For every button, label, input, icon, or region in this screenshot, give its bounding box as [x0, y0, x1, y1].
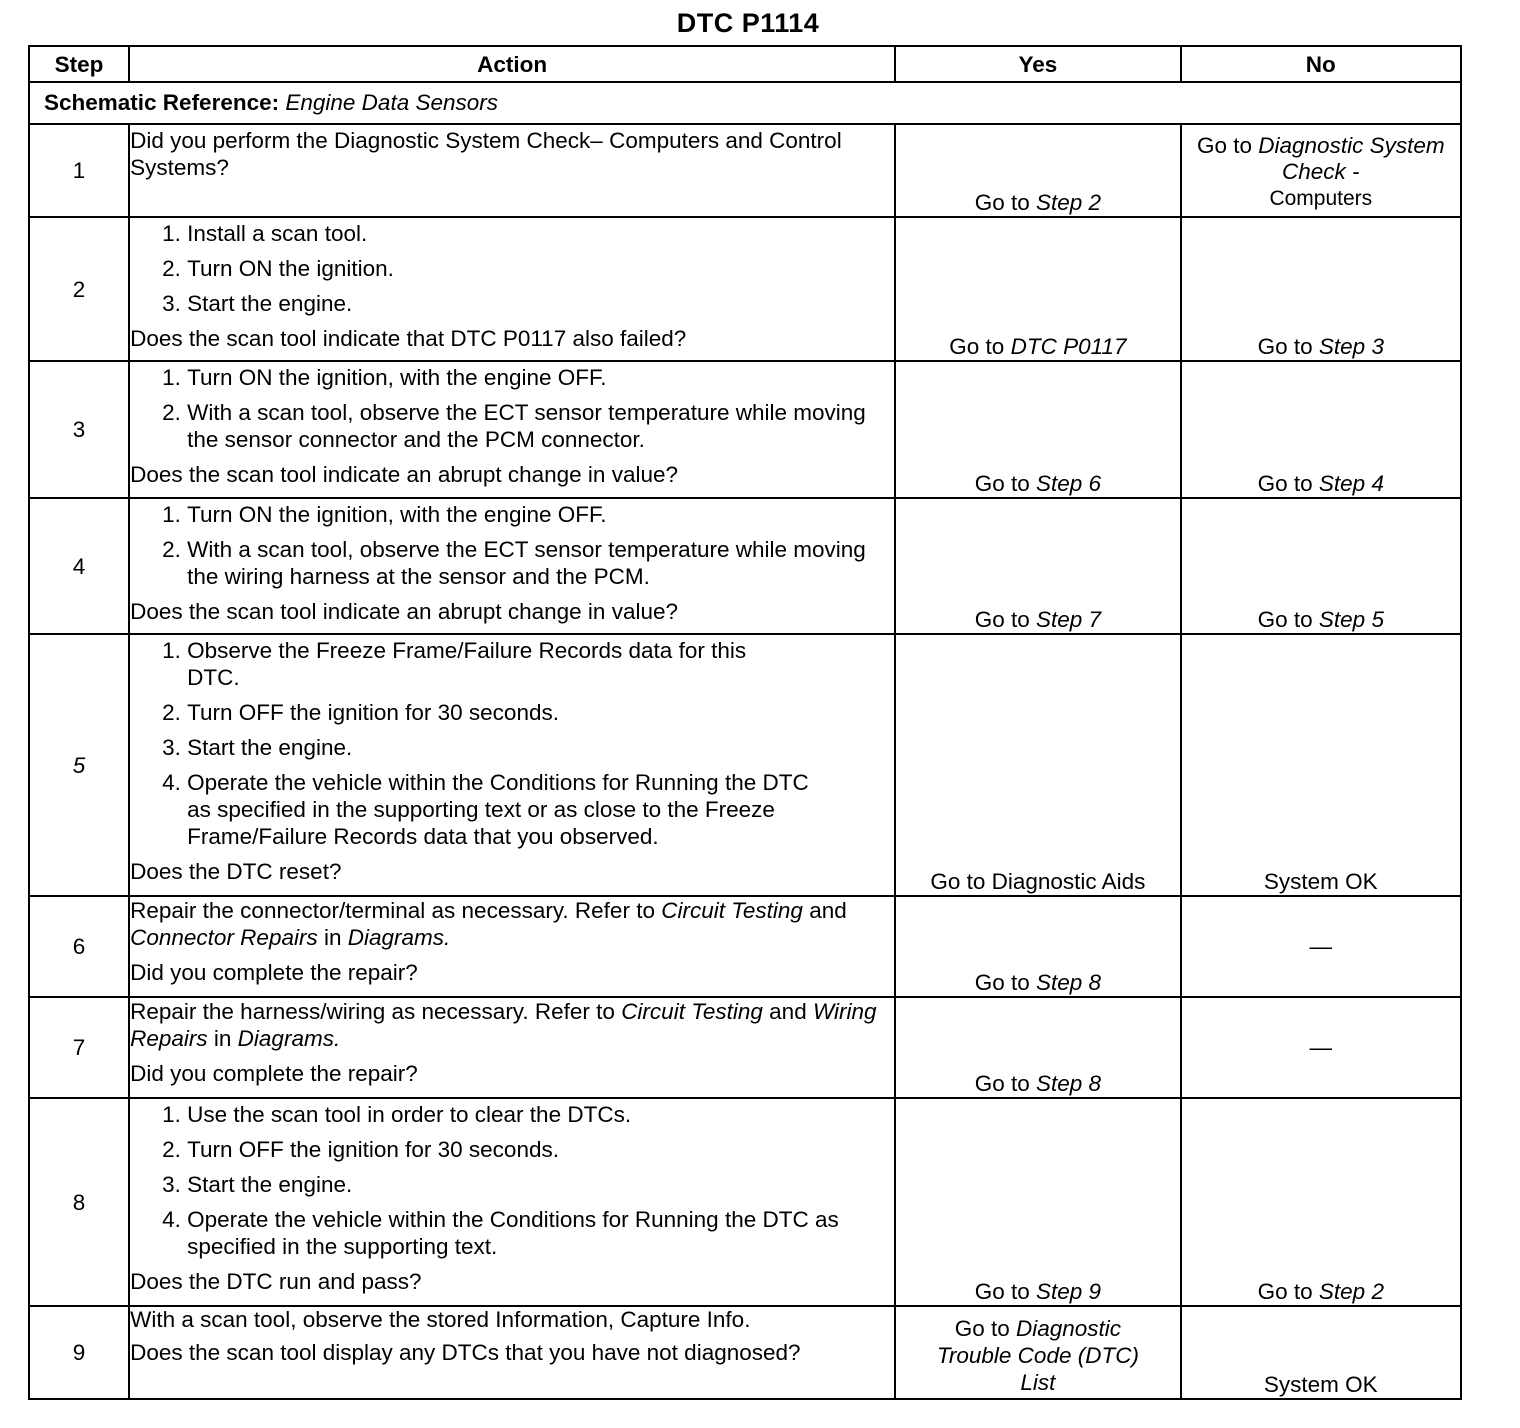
- yes-cell: [895, 1098, 1180, 1306]
- step-number: 5: [29, 634, 129, 896]
- no-cell: [1181, 361, 1461, 498]
- action-question: Does the scan tool display any DTCs that you have not diagnosed?: [130, 1340, 801, 1365]
- yes-cell: [895, 634, 1180, 896]
- no-suffix: Computers: [1269, 187, 1373, 210]
- table-row: [29, 634, 1461, 896]
- action-step: 3. Start the engine.: [187, 290, 894, 317]
- reference-link[interactable]: Circuit Testing: [661, 898, 803, 923]
- action-cell: [129, 997, 895, 1098]
- step-number: 8: [29, 1098, 129, 1306]
- no-cell: [1181, 124, 1461, 217]
- yes-cell: [895, 361, 1180, 498]
- action-question: Did you complete the repair?: [130, 1061, 418, 1086]
- reference-link[interactable]: Diagrams.: [237, 1026, 341, 1051]
- header-row: [29, 46, 1461, 82]
- reference-link[interactable]: Circuit Testing: [621, 999, 763, 1024]
- schematic-label: Schematic Reference:: [44, 90, 280, 115]
- yes-cell: [895, 124, 1180, 217]
- action-text: Did you perform the Diagnostic System Check– Computers and Control Systems?: [130, 128, 842, 180]
- no-cell: [1181, 217, 1461, 361]
- yes-link[interactable]: Step 8: [1036, 1071, 1102, 1096]
- yes-cell: [895, 997, 1180, 1098]
- action-question: Does the scan tool indicate an abrupt change in value?: [130, 599, 679, 624]
- action-steps: [130, 220, 894, 317]
- action-step: 3. Start the engine.: [187, 1171, 874, 1198]
- action-cell: [129, 896, 895, 997]
- action-steps: [130, 364, 894, 453]
- action-question: Did you complete the repair?: [130, 960, 418, 985]
- yes-link[interactable]: Step 2: [1036, 190, 1102, 215]
- yes-cell: [895, 217, 1180, 361]
- yes-prefix: Go to: [949, 334, 1011, 359]
- action-question: Does the DTC run and pass?: [130, 1269, 422, 1294]
- header-no: No: [1181, 46, 1461, 82]
- action-step: 1. Turn ON the ignition, with the engine OFF.: [187, 364, 894, 391]
- no-prefix: Go to: [1196, 133, 1259, 158]
- action-text: With a scan tool, observe the stored Information, Capture Info.: [130, 1307, 751, 1332]
- yes-prefix: Go to: [974, 1071, 1036, 1096]
- action-step: 2. Turn ON the ignition.: [187, 255, 894, 282]
- action-step: 1. Turn ON the ignition, with the engine OFF.: [187, 501, 894, 528]
- action-cell: [129, 124, 895, 217]
- reference-link[interactable]: Wiring Repairs: [130, 999, 877, 1051]
- no-dash: —: [1309, 934, 1333, 959]
- no-prefix: Go to: [1257, 334, 1319, 359]
- action-cell: [129, 1306, 895, 1399]
- no-link[interactable]: Diagnostic System Check -: [1258, 133, 1445, 184]
- yes-link[interactable]: Step 9: [1036, 1279, 1102, 1304]
- table-row: [29, 217, 1461, 361]
- action-text-part: and: [802, 898, 847, 923]
- table-row: [29, 997, 1461, 1098]
- table-row: [29, 1098, 1461, 1306]
- action-text-part: Repair the connector/terminal as necessary. Refer to: [130, 898, 662, 923]
- yes-prefix: Go to: [974, 190, 1036, 215]
- step-number: 4: [29, 498, 129, 634]
- action-text-part: in: [207, 1026, 238, 1051]
- action-step: 2. Turn OFF the ignition for 30 seconds.: [187, 1136, 874, 1163]
- yes-cell: [895, 498, 1180, 634]
- table-row: [29, 498, 1461, 634]
- no-result: System OK: [1263, 1372, 1378, 1397]
- action-cell: [129, 634, 895, 896]
- no-link[interactable]: Step 4: [1318, 471, 1384, 496]
- no-dash: —: [1309, 1035, 1333, 1060]
- yes-link[interactable]: Step 6: [1036, 471, 1102, 496]
- step-number: 7: [29, 997, 129, 1098]
- yes-prefix: Go to: [974, 1279, 1036, 1304]
- no-cell: [1181, 997, 1461, 1098]
- no-cell: [1181, 1306, 1461, 1399]
- no-result: System OK: [1263, 869, 1378, 894]
- header-action: Action: [129, 46, 895, 82]
- no-cell: [1181, 498, 1461, 634]
- header-yes: Yes: [895, 46, 1180, 82]
- reference-link[interactable]: Connector Repairs: [130, 925, 318, 950]
- action-text: [130, 998, 894, 1052]
- action-cell: [129, 361, 895, 498]
- table-row: [29, 124, 1461, 217]
- action-step: 2. With a scan tool, observe the ECT sensor temperature while moving the sensor connector and the PCM connector.: [187, 399, 894, 453]
- action-text-part: and: [762, 999, 813, 1024]
- yes-link[interactable]: Step 8: [1036, 970, 1102, 995]
- step-number: 2: [29, 217, 129, 361]
- yes-link[interactable]: DTC P0117: [1010, 334, 1127, 359]
- no-prefix: Go to: [1257, 471, 1319, 496]
- action-text-part: in: [317, 925, 348, 950]
- no-cell: [1181, 634, 1461, 896]
- no-cell: [1181, 896, 1461, 997]
- step-number: 6: [29, 896, 129, 997]
- table-row: [29, 1306, 1461, 1399]
- no-cell: [1181, 1098, 1461, 1306]
- yes-prefix: Go to: [974, 970, 1036, 995]
- dtc-table: [28, 45, 1462, 1400]
- action-step: 1. Observe the Freeze Frame/Failure Records data for this DTC.: [187, 637, 834, 691]
- header-step: Step: [29, 46, 129, 82]
- no-prefix: Go to: [1257, 1279, 1319, 1304]
- yes-cell: [895, 896, 1180, 997]
- yes-link[interactable]: Step 7: [1036, 607, 1102, 632]
- page-title: DTC P1114: [676, 8, 820, 38]
- step-number: 9: [29, 1306, 129, 1399]
- action-steps: [130, 501, 894, 590]
- action-cell: [129, 1098, 895, 1306]
- yes-prefix: Go to: [974, 607, 1036, 632]
- schematic-value: Engine Data Sensors: [285, 90, 499, 115]
- no-link[interactable]: Step 3: [1318, 334, 1384, 359]
- yes-link[interactable]: Go to Diagnostic Aids: [930, 869, 1146, 894]
- reference-link[interactable]: Diagrams.: [347, 925, 451, 950]
- action-step: 3. Start the engine.: [187, 734, 834, 761]
- no-link[interactable]: Step 2: [1318, 1279, 1384, 1304]
- action-cell: [129, 217, 895, 361]
- action-step: 2. With a scan tool, observe the ECT sensor temperature while moving the wiring harness at the sensor and the PCM.: [187, 536, 894, 590]
- table-row: [29, 896, 1461, 997]
- schematic-row: [29, 82, 1461, 124]
- schematic-reference: [29, 82, 1461, 124]
- step-number: 1: [29, 124, 129, 217]
- action-steps: [130, 1101, 894, 1260]
- step-number: 3: [29, 361, 129, 498]
- yes-link[interactable]: Diagnostic Trouble Code (DTC) List: [936, 1316, 1139, 1395]
- action-question: Does the DTC reset?: [130, 859, 342, 884]
- yes-prefix: Go to: [974, 471, 1036, 496]
- action-step: 2. Turn OFF the ignition for 30 seconds.: [187, 699, 834, 726]
- action-step: 4. Operate the vehicle within the Conditions for Running the DTC as specified in the supporting text or as close to the Freeze Frame/Failure Records data that you observed.: [187, 769, 834, 850]
- table-row: [29, 361, 1461, 498]
- action-step: 1. Install a scan tool.: [187, 220, 894, 247]
- action-question: Does the scan tool indicate that DTC P0117 also failed?: [130, 326, 687, 351]
- yes-prefix: Go to: [954, 1316, 1016, 1341]
- action-steps: [130, 637, 894, 850]
- action-cell: [129, 498, 895, 634]
- action-question: Does the scan tool indicate an abrupt change in value?: [130, 462, 679, 487]
- yes-cell: [895, 1306, 1180, 1399]
- action-step: 1. Use the scan tool in order to clear the DTCs.: [187, 1101, 874, 1128]
- no-prefix: Go to: [1257, 607, 1319, 632]
- action-text: [130, 897, 894, 951]
- no-link[interactable]: Step 5: [1318, 607, 1384, 632]
- action-step: 4. Operate the vehicle within the Conditions for Running the DTC as specified in the supporting text.: [187, 1206, 874, 1260]
- action-text-part: Repair the harness/wiring as necessary. Refer to: [130, 999, 622, 1024]
